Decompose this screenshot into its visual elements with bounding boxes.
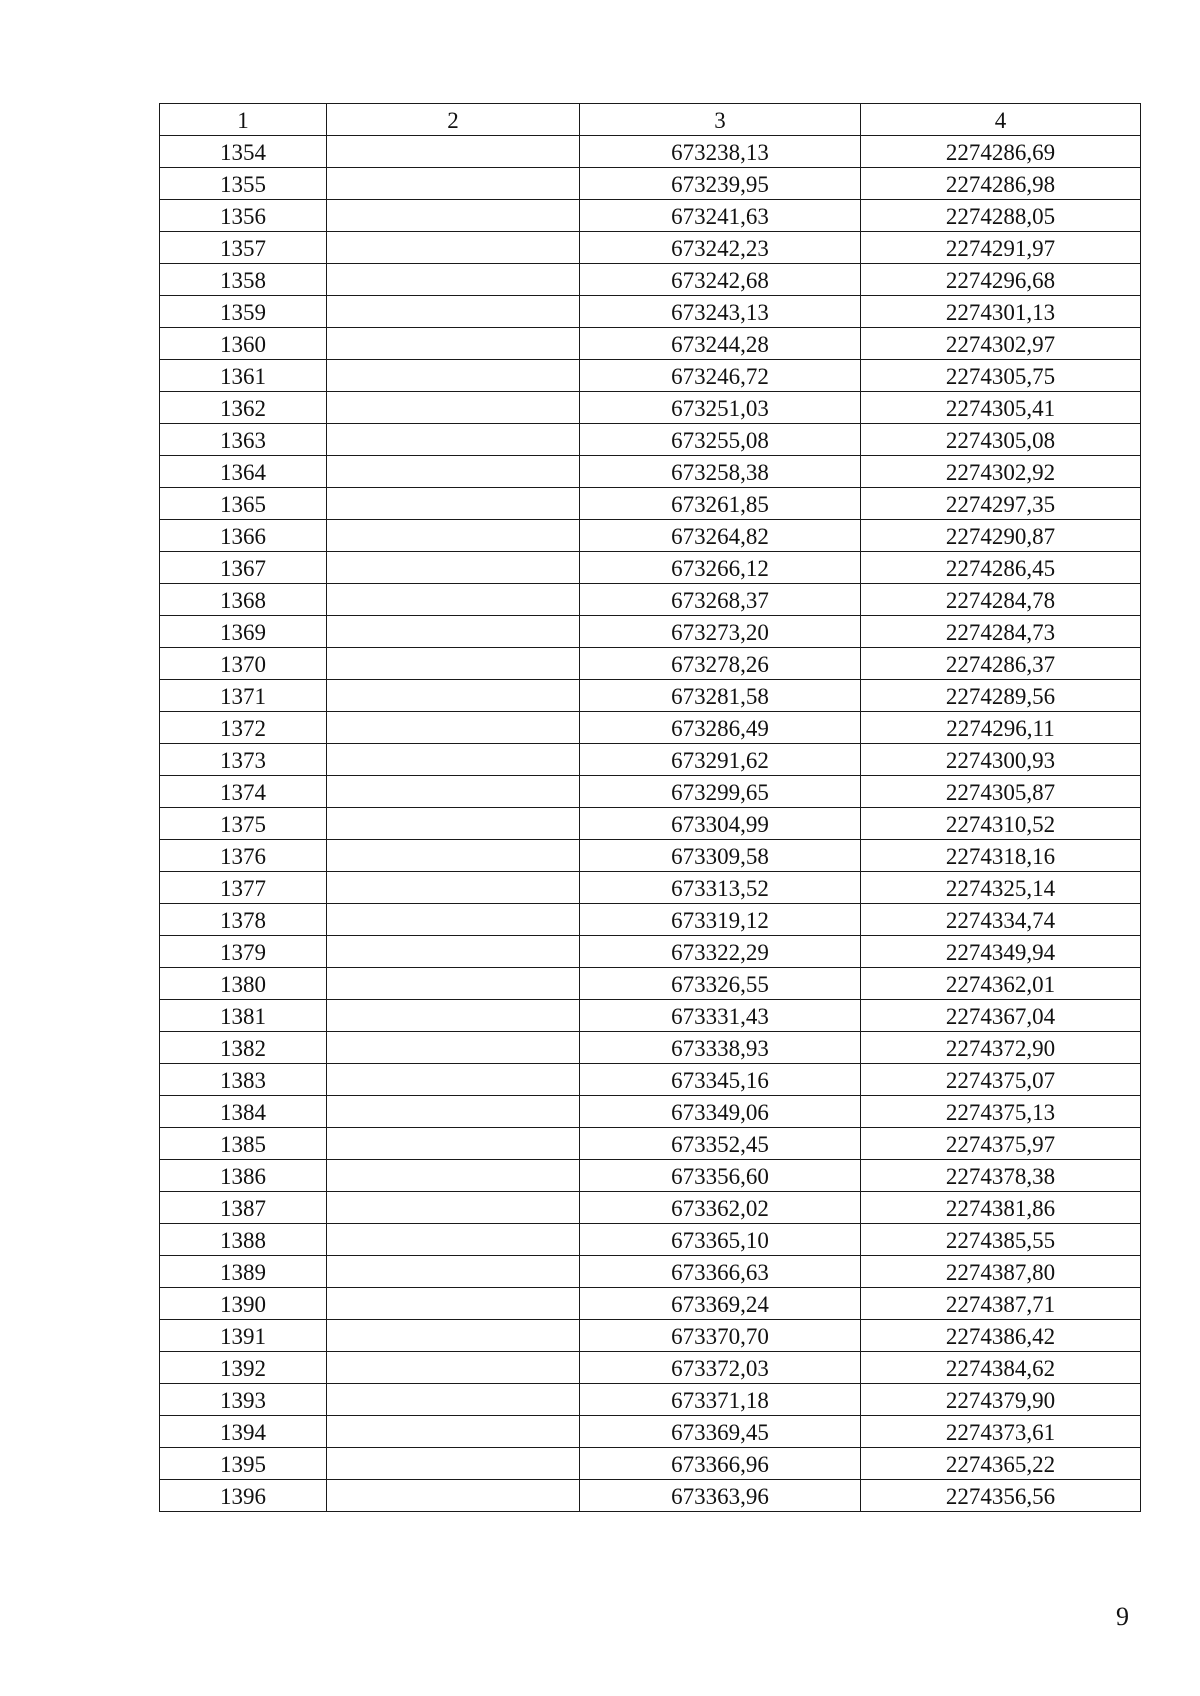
- column-2-cell: [327, 1352, 580, 1384]
- point-number-cell: 1395: [160, 1448, 327, 1480]
- coordinate-y-cell: 2274291,97: [861, 232, 1141, 264]
- column-header-4: 4: [861, 104, 1141, 136]
- table-row: [160, 840, 1141, 872]
- point-number-cell: 1391: [160, 1320, 327, 1352]
- table-row: [160, 136, 1141, 168]
- coordinate-x-cell: 673304,99: [580, 808, 861, 840]
- table-row: [160, 1384, 1141, 1416]
- table-row: [160, 968, 1141, 1000]
- point-number-cell: 1369: [160, 616, 327, 648]
- coordinate-x-cell: 673362,02: [580, 1192, 861, 1224]
- column-2-cell: [327, 1000, 580, 1032]
- coordinate-x-cell: 673349,06: [580, 1096, 861, 1128]
- column-2-cell: [327, 904, 580, 936]
- coordinate-y-cell: 2274362,01: [861, 968, 1141, 1000]
- coordinate-y-cell: 2274301,13: [861, 296, 1141, 328]
- coordinate-x-cell: 673243,13: [580, 296, 861, 328]
- column-2-cell: [327, 200, 580, 232]
- coordinate-x-cell: 673331,43: [580, 1000, 861, 1032]
- point-number-cell: 1376: [160, 840, 327, 872]
- coordinate-x-cell: 673363,96: [580, 1480, 861, 1512]
- column-2-cell: [327, 1032, 580, 1064]
- column-2-cell: [327, 872, 580, 904]
- table-row: [160, 456, 1141, 488]
- point-number-cell: 1367: [160, 552, 327, 584]
- coordinate-y-cell: 2274378,38: [861, 1160, 1141, 1192]
- table-row: [160, 1096, 1141, 1128]
- coordinate-x-cell: 673319,12: [580, 904, 861, 936]
- column-2-cell: [327, 1160, 580, 1192]
- coordinate-x-cell: 673338,93: [580, 1032, 861, 1064]
- coordinate-y-cell: 2274288,05: [861, 200, 1141, 232]
- coordinate-y-cell: 2274302,92: [861, 456, 1141, 488]
- table-row: [160, 616, 1141, 648]
- point-number-cell: 1361: [160, 360, 327, 392]
- point-number-cell: 1354: [160, 136, 327, 168]
- coordinate-y-cell: 2274290,87: [861, 520, 1141, 552]
- table-row: [160, 1256, 1141, 1288]
- point-number-cell: 1362: [160, 392, 327, 424]
- coordinate-x-cell: 673244,28: [580, 328, 861, 360]
- column-2-cell: [327, 1064, 580, 1096]
- column-2-cell: [327, 680, 580, 712]
- coordinate-y-cell: 2274381,86: [861, 1192, 1141, 1224]
- column-2-cell: [327, 168, 580, 200]
- coordinate-x-cell: 673369,45: [580, 1416, 861, 1448]
- coordinate-y-cell: 2274387,80: [861, 1256, 1141, 1288]
- table-row: [160, 936, 1141, 968]
- coordinate-x-cell: 673291,62: [580, 744, 861, 776]
- table-row: [160, 488, 1141, 520]
- coordinate-x-cell: 673258,38: [580, 456, 861, 488]
- column-2-cell: [327, 1128, 580, 1160]
- point-number-cell: 1357: [160, 232, 327, 264]
- page-number: 9: [1116, 1602, 1129, 1631]
- column-2-cell: [327, 488, 580, 520]
- column-2-cell: [327, 264, 580, 296]
- coordinate-x-cell: 673261,85: [580, 488, 861, 520]
- coordinate-y-cell: 2274356,56: [861, 1480, 1141, 1512]
- column-2-cell: [327, 1448, 580, 1480]
- column-2-cell: [327, 520, 580, 552]
- table-header-row: [160, 104, 1141, 136]
- table-row: [160, 168, 1141, 200]
- coordinate-y-cell: 2274365,22: [861, 1448, 1141, 1480]
- coordinate-y-cell: 2274300,93: [861, 744, 1141, 776]
- coordinate-y-cell: 2274318,16: [861, 840, 1141, 872]
- point-number-cell: 1380: [160, 968, 327, 1000]
- column-2-cell: [327, 424, 580, 456]
- column-header-3: 3: [580, 104, 861, 136]
- coordinate-x-cell: 673255,08: [580, 424, 861, 456]
- coordinate-x-cell: 673313,52: [580, 872, 861, 904]
- point-number-cell: 1360: [160, 328, 327, 360]
- coordinate-y-cell: 2274305,41: [861, 392, 1141, 424]
- column-2-cell: [327, 552, 580, 584]
- coordinate-y-cell: 2274325,14: [861, 872, 1141, 904]
- coordinate-x-cell: 673281,58: [580, 680, 861, 712]
- column-2-cell: [327, 136, 580, 168]
- coordinates-table: [159, 103, 1141, 1512]
- column-2-cell: [327, 1416, 580, 1448]
- table-row: [160, 1000, 1141, 1032]
- column-2-cell: [327, 936, 580, 968]
- coordinate-y-cell: 2274334,74: [861, 904, 1141, 936]
- table-row: [160, 808, 1141, 840]
- column-2-cell: [327, 968, 580, 1000]
- coordinate-y-cell: 2274286,69: [861, 136, 1141, 168]
- coordinate-x-cell: 673352,45: [580, 1128, 861, 1160]
- point-number-cell: 1388: [160, 1224, 327, 1256]
- point-number-cell: 1389: [160, 1256, 327, 1288]
- coordinate-y-cell: 2274284,73: [861, 616, 1141, 648]
- coordinate-x-cell: 673326,55: [580, 968, 861, 1000]
- column-2-cell: [327, 1224, 580, 1256]
- point-number-cell: 1374: [160, 776, 327, 808]
- column-2-cell: [327, 584, 580, 616]
- table-row: [160, 232, 1141, 264]
- coordinate-x-cell: 673369,24: [580, 1288, 861, 1320]
- coordinate-y-cell: 2274305,87: [861, 776, 1141, 808]
- table-row: [160, 1288, 1141, 1320]
- point-number-cell: 1379: [160, 936, 327, 968]
- table-row: [160, 552, 1141, 584]
- column-2-cell: [327, 744, 580, 776]
- column-2-cell: [327, 1384, 580, 1416]
- coordinate-x-cell: 673238,13: [580, 136, 861, 168]
- column-2-cell: [327, 328, 580, 360]
- coordinate-y-cell: 2274379,90: [861, 1384, 1141, 1416]
- column-2-cell: [327, 392, 580, 424]
- coordinate-y-cell: 2274375,07: [861, 1064, 1141, 1096]
- table-row: [160, 1320, 1141, 1352]
- point-number-cell: 1366: [160, 520, 327, 552]
- coordinate-y-cell: 2274286,37: [861, 648, 1141, 680]
- coordinate-y-cell: 2274387,71: [861, 1288, 1141, 1320]
- table-row: [160, 296, 1141, 328]
- column-2-cell: [327, 1480, 580, 1512]
- column-2-cell: [327, 616, 580, 648]
- coordinate-x-cell: 673239,95: [580, 168, 861, 200]
- point-number-cell: 1358: [160, 264, 327, 296]
- point-number-cell: 1387: [160, 1192, 327, 1224]
- point-number-cell: 1377: [160, 872, 327, 904]
- point-number-cell: 1370: [160, 648, 327, 680]
- coordinate-y-cell: 2274305,08: [861, 424, 1141, 456]
- coordinate-y-cell: 2274386,42: [861, 1320, 1141, 1352]
- point-number-cell: 1365: [160, 488, 327, 520]
- column-2-cell: [327, 232, 580, 264]
- point-number-cell: 1383: [160, 1064, 327, 1096]
- coordinate-x-cell: 673266,12: [580, 552, 861, 584]
- column-2-cell: [327, 360, 580, 392]
- coordinate-x-cell: 673264,82: [580, 520, 861, 552]
- column-2-cell: [327, 1320, 580, 1352]
- column-header-1: 1: [160, 104, 327, 136]
- point-number-cell: 1392: [160, 1352, 327, 1384]
- table-row: [160, 872, 1141, 904]
- coordinate-x-cell: 673365,10: [580, 1224, 861, 1256]
- column-header-2: 2: [327, 104, 580, 136]
- table-row: [160, 424, 1141, 456]
- table-row: [160, 200, 1141, 232]
- point-number-cell: 1394: [160, 1416, 327, 1448]
- point-number-cell: 1390: [160, 1288, 327, 1320]
- coordinate-x-cell: 673241,63: [580, 200, 861, 232]
- table-row: [160, 264, 1141, 296]
- column-2-cell: [327, 1288, 580, 1320]
- column-2-cell: [327, 1096, 580, 1128]
- coordinate-x-cell: 673372,03: [580, 1352, 861, 1384]
- coordinate-x-cell: 673246,72: [580, 360, 861, 392]
- table-row: [160, 776, 1141, 808]
- table-row: [160, 1352, 1141, 1384]
- column-2-cell: [327, 648, 580, 680]
- coordinate-x-cell: 673366,96: [580, 1448, 861, 1480]
- table-row: [160, 520, 1141, 552]
- coordinate-x-cell: 673366,63: [580, 1256, 861, 1288]
- coordinate-y-cell: 2274297,35: [861, 488, 1141, 520]
- coordinate-y-cell: 2274310,52: [861, 808, 1141, 840]
- point-number-cell: 1355: [160, 168, 327, 200]
- point-number-cell: 1375: [160, 808, 327, 840]
- coordinate-y-cell: 2274289,56: [861, 680, 1141, 712]
- coordinate-y-cell: 2274375,97: [861, 1128, 1141, 1160]
- point-number-cell: 1359: [160, 296, 327, 328]
- table-row: [160, 1224, 1141, 1256]
- table-row: [160, 1480, 1141, 1512]
- table-row: [160, 1192, 1141, 1224]
- coordinate-y-cell: 2274286,45: [861, 552, 1141, 584]
- coordinate-y-cell: 2274284,78: [861, 584, 1141, 616]
- point-number-cell: 1364: [160, 456, 327, 488]
- table-row: [160, 1416, 1141, 1448]
- coordinate-y-cell: 2274296,11: [861, 712, 1141, 744]
- point-number-cell: 1396: [160, 1480, 327, 1512]
- point-number-cell: 1381: [160, 1000, 327, 1032]
- table-row: [160, 328, 1141, 360]
- coordinate-x-cell: 673370,70: [580, 1320, 861, 1352]
- point-number-cell: 1384: [160, 1096, 327, 1128]
- table-row: [160, 648, 1141, 680]
- point-number-cell: 1378: [160, 904, 327, 936]
- coordinate-y-cell: 2274372,90: [861, 1032, 1141, 1064]
- column-2-cell: [327, 1192, 580, 1224]
- coordinate-y-cell: 2274305,75: [861, 360, 1141, 392]
- coordinate-x-cell: 673251,03: [580, 392, 861, 424]
- coordinate-y-cell: 2274385,55: [861, 1224, 1141, 1256]
- point-number-cell: 1368: [160, 584, 327, 616]
- coordinate-x-cell: 673356,60: [580, 1160, 861, 1192]
- point-number-cell: 1356: [160, 200, 327, 232]
- coordinate-x-cell: 673242,23: [580, 232, 861, 264]
- table-row: [160, 1032, 1141, 1064]
- coordinate-y-cell: 2274296,68: [861, 264, 1141, 296]
- point-number-cell: 1393: [160, 1384, 327, 1416]
- coordinate-x-cell: 673371,18: [580, 1384, 861, 1416]
- coordinate-x-cell: 673242,68: [580, 264, 861, 296]
- coordinate-y-cell: 2274375,13: [861, 1096, 1141, 1128]
- table-row: [160, 360, 1141, 392]
- coordinate-x-cell: 673322,29: [580, 936, 861, 968]
- table-row: [160, 680, 1141, 712]
- coordinate-y-cell: 2274384,62: [861, 1352, 1141, 1384]
- table-row: [160, 1448, 1141, 1480]
- table-row: [160, 712, 1141, 744]
- table-row: [160, 1160, 1141, 1192]
- coordinate-x-cell: 673268,37: [580, 584, 861, 616]
- coordinate-x-cell: 673299,65: [580, 776, 861, 808]
- column-2-cell: [327, 296, 580, 328]
- table-row: [160, 1128, 1141, 1160]
- point-number-cell: 1373: [160, 744, 327, 776]
- coordinate-x-cell: 673345,16: [580, 1064, 861, 1096]
- coordinate-y-cell: 2274286,98: [861, 168, 1141, 200]
- coordinate-x-cell: 673273,20: [580, 616, 861, 648]
- table-row: [160, 744, 1141, 776]
- coordinate-y-cell: 2274302,97: [861, 328, 1141, 360]
- column-2-cell: [327, 808, 580, 840]
- column-2-cell: [327, 840, 580, 872]
- coordinate-x-cell: 673309,58: [580, 840, 861, 872]
- coordinate-y-cell: 2274373,61: [861, 1416, 1141, 1448]
- column-2-cell: [327, 776, 580, 808]
- point-number-cell: 1371: [160, 680, 327, 712]
- column-2-cell: [327, 712, 580, 744]
- coordinate-y-cell: 2274349,94: [861, 936, 1141, 968]
- table-row: [160, 392, 1141, 424]
- column-2-cell: [327, 1256, 580, 1288]
- point-number-cell: 1386: [160, 1160, 327, 1192]
- coordinate-x-cell: 673278,26: [580, 648, 861, 680]
- point-number-cell: 1363: [160, 424, 327, 456]
- table-row: [160, 1064, 1141, 1096]
- column-2-cell: [327, 456, 580, 488]
- coordinate-x-cell: 673286,49: [580, 712, 861, 744]
- point-number-cell: 1385: [160, 1128, 327, 1160]
- table-row: [160, 904, 1141, 936]
- point-number-cell: 1382: [160, 1032, 327, 1064]
- point-number-cell: 1372: [160, 712, 327, 744]
- table-row: [160, 584, 1141, 616]
- coordinate-y-cell: 2274367,04: [861, 1000, 1141, 1032]
